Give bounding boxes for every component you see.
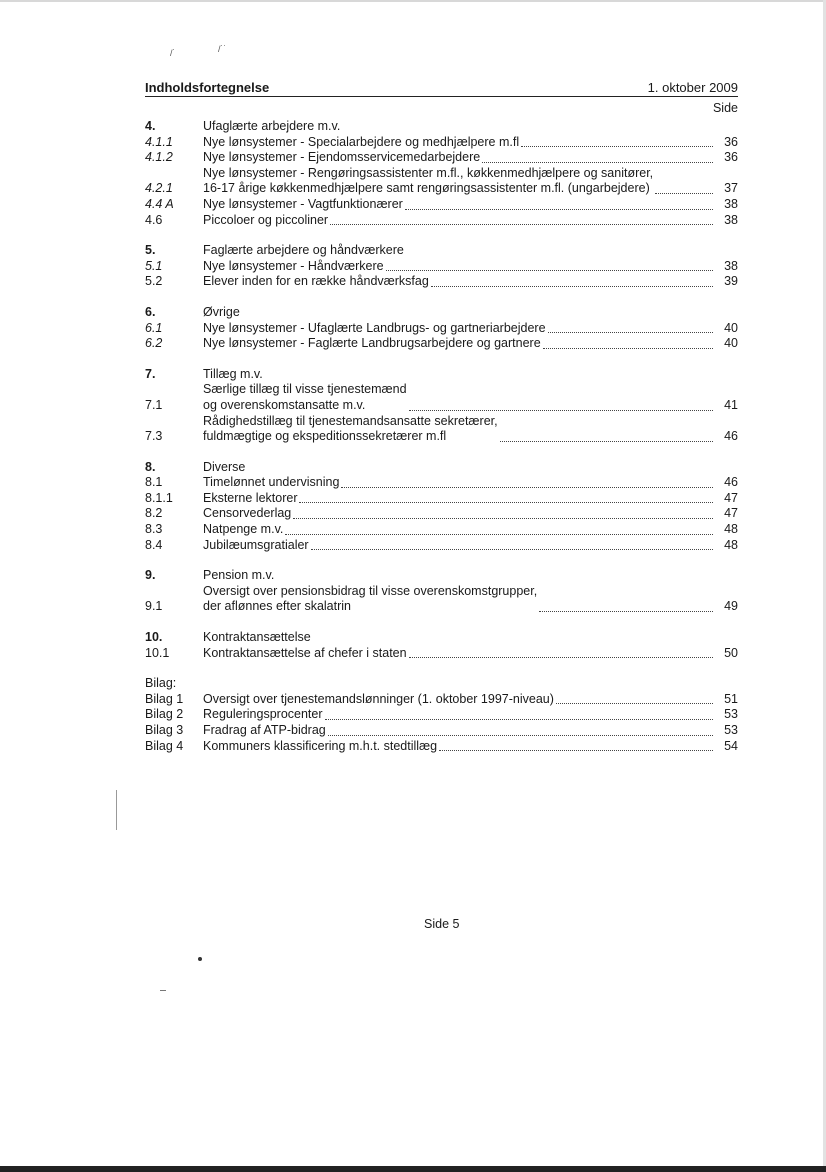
toc-entry[interactable] [145,243,738,259]
toc-entry-body [203,568,716,584]
toc-page-number: 36 [724,150,738,165]
toc-entry-body [203,197,716,213]
toc-entry[interactable] [145,382,738,413]
toc-entry-body [203,522,716,538]
toc-entry[interactable] [145,197,738,213]
toc-leader-dots [482,162,713,163]
toc-entry[interactable] [145,522,738,538]
toc-leader-dots [521,146,713,147]
page-footer: Side 5 [424,917,460,931]
toc-entry-number: 4.1.2 [145,150,173,165]
toc-entry-title: Jubilæumsgratialer [203,537,309,552]
toc-leader-dots [431,286,713,287]
toc-entry-title: Censorvederlag [203,506,292,521]
toc-entry[interactable] [145,305,738,321]
toc-entry[interactable] [145,414,738,445]
toc-entry-body [203,630,716,646]
toc-entry-body [203,475,716,491]
toc-page-number: 38 [724,212,738,227]
toc-entry-body [203,119,716,135]
toc-leader-dots [409,410,713,411]
toc-entry-body [203,506,716,522]
table-of-contents [145,119,738,769]
toc-entry[interactable] [145,367,738,383]
scan-edge-top [0,0,826,2]
toc-page-number: 48 [724,522,738,537]
toc-leader-dots [655,193,713,194]
toc-section [145,305,738,352]
side-column-label: Side [712,101,738,115]
toc-entry-body [203,723,716,739]
toc-entry[interactable] [145,460,738,476]
toc-entry-title: Kontraktansættelse af chefer i staten [203,645,407,660]
toc-entry-number: 4.6 [145,212,163,227]
toc-entry-number: 6.2 [145,336,163,351]
toc-entry-title: Oversigt over pensionsbidrag til visse overenskomstgrupper, [203,583,538,598]
toc-entry-number: 6. [145,304,156,319]
toc-entry-body [203,321,716,337]
toc-entry[interactable] [145,739,738,755]
toc-leader-dots [325,719,713,720]
toc-entry-title: Timelønnet undervisning [203,475,340,490]
toc-entry[interactable] [145,491,738,507]
toc-entry-body [203,259,716,275]
toc-entry-number: 7.1 [145,397,163,412]
toc-leader-dots [330,224,713,225]
toc-page-number: 47 [724,490,738,505]
toc-entry-title: Nye lønsystemer - Rengøringsassistenter m.fl., køkkenmedhjælpere og sanitører, [203,165,654,180]
toc-leader-dots [539,611,713,612]
toc-entry-body [203,305,716,321]
toc-entry-number: 6.1 [145,320,163,335]
page-header [145,80,738,97]
toc-leader-dots [299,502,713,503]
toc-entry-body [203,692,716,708]
toc-entry-title: Nye lønsystemer - Vagtfunktionærer [203,196,403,211]
toc-entry-body [203,382,716,413]
toc-section [145,243,738,290]
toc-entry-number: 8. [145,459,156,474]
toc-entry-title: Særlige tillæg til visse tjenestemænd [203,382,407,397]
toc-entry-title: Tillæg m.v. [203,366,263,381]
scan-mark [116,790,117,830]
toc-entry-title: Elever inden for en række håndværksfag [203,274,429,289]
toc-entry[interactable] [145,506,738,522]
toc-entry-number: 8.3 [145,522,163,537]
toc-entry-title: Oversigt over tjenestemandslønninger (1. oktober 1997-niveau) [203,691,554,706]
toc-entry-number: 8.1.1 [145,490,173,505]
toc-entry-number: 4.2.1 [145,181,173,196]
toc-entry-number: Bilag 3 [145,723,184,737]
toc-leader-dots [500,441,713,442]
toc-entry-body [203,584,716,615]
toc-entry-title: Natpenge m.v. [203,522,284,537]
toc-entry-number: 8.2 [145,506,163,521]
toc-entry-body [203,274,716,290]
toc-entry-title: Øvrige [203,304,240,319]
toc-leader-dots [311,549,713,550]
toc-entry[interactable] [145,646,738,662]
toc-entry[interactable] [145,630,738,646]
toc-page-number: 50 [724,645,738,660]
toc-page-number: 51 [724,691,738,706]
toc-entry-body [203,166,716,197]
toc-entry-title: 16-17 årige køkkenmedhjælpere samt rengøringsassistenter m.fl. (ungarbejdere) [203,181,650,196]
toc-entry-title: Fradrag af ATP-bidrag [203,723,326,737]
toc-page-number: 37 [724,181,738,196]
toc-entry-title: Nye lønsystemer - Faglærte Landbrugsarbejdere og gartnere [203,336,541,351]
toc-entry-body [203,135,716,151]
toc-entry-title: Piccoloer og piccoliner [203,212,329,227]
toc-leader-dots [543,348,713,349]
toc-entry-title: Eksterne lektorer [203,490,298,505]
toc-entry-body [203,538,716,554]
toc-entry-number: 9.1 [145,599,163,614]
toc-leader-dots [439,750,713,751]
scan-speck: /˙˙ [218,44,227,54]
toc-entry[interactable] [145,692,738,708]
toc-page-number: 53 [724,723,738,737]
toc-entry[interactable] [145,166,738,197]
toc-page-number: 53 [724,707,738,722]
toc-entry-title: Kommuners klassificering m.h.t. stedtillæg [203,738,438,753]
toc-entry[interactable] [145,336,738,352]
toc-entry[interactable] [145,213,738,229]
toc-entry-title: Kontraktansættelse [203,630,311,645]
toc-entry-number: Bilag 2 [145,707,184,722]
toc-section [145,367,738,445]
toc-page-number: 41 [724,397,738,412]
toc-entry-title: Faglærte arbejdere og håndværkere [203,243,404,258]
toc-section [145,568,738,615]
toc-entry-number: 9. [145,568,156,583]
toc-entry-number: 5. [145,243,156,258]
toc-entry-title: fuldmægtige og ekspeditionssekretærer m.fl [203,429,447,444]
scan-dot [198,957,202,961]
toc-leader-dots [386,270,713,271]
toc-entry-number: 7.3 [145,429,163,444]
toc-entry-number: 4.4 A [145,196,174,211]
toc-entry-number: 4. [145,119,156,133]
toc-entry-title: Pension m.v. [203,568,275,583]
toc-entry-number: 8.1 [145,475,163,490]
toc-page-number: 46 [724,475,738,490]
toc-leader-dots [556,703,713,704]
toc-entry-body [203,243,716,259]
toc-entry-number: 10. [145,630,163,645]
toc-entry-body [203,150,716,166]
toc-page-number: 49 [724,599,738,614]
toc-entry-number: Bilag 4 [145,738,184,753]
toc-leader-dots [293,518,713,519]
toc-entry-body [203,336,716,352]
toc-entry-title: Ufaglærte arbejdere m.v. [203,119,341,133]
toc-entry-number: 4.1.1 [145,134,173,149]
toc-entry[interactable] [145,538,738,554]
toc-entry-number: Bilag: [145,676,177,691]
toc-page-number: 47 [724,506,738,521]
page-title: Indholdsfortegnelse [145,80,270,95]
toc-section [145,676,738,754]
toc-entry[interactable] [145,723,738,739]
toc-page-number: 54 [724,738,738,753]
toc-entry[interactable] [145,707,738,723]
toc-entry-body [203,414,716,445]
toc-entry-title: Reguleringsprocenter [203,707,323,722]
toc-entry[interactable] [145,321,738,337]
toc-entry-title: og overenskomstansatte m.v. [203,397,366,412]
toc-leader-dots [285,534,713,535]
scan-edge-bottom [0,1166,826,1172]
toc-entry-body [203,460,716,476]
toc-page-number: 38 [724,196,738,211]
scan-dash [160,990,166,991]
toc-page-number: 46 [724,429,738,444]
toc-entry[interactable] [145,274,738,290]
toc-page-number: 40 [724,336,738,351]
toc-entry-body [203,491,716,507]
toc-page-number: 40 [724,320,738,335]
toc-entry-body [203,707,716,723]
toc-entry-title: Nye lønsystemer - Ejendomsservicemedarbejdere [203,150,481,165]
toc-entry-body [203,213,716,229]
toc-entry[interactable] [145,259,738,275]
toc-page-number: 39 [724,274,738,289]
toc-entry-title: Nye lønsystemer - Ufaglærte Landbrugs- og gartneriarbejdere [203,320,546,335]
toc-page-number: 48 [724,537,738,552]
toc-entry-title: Nye lønsystemer - Håndværkere [203,258,384,273]
toc-entry-number: Bilag 1 [145,691,184,706]
toc-page-number: 38 [724,258,738,273]
toc-entry-number: 5.1 [145,258,163,273]
toc-entry[interactable] [145,150,738,166]
toc-leader-dots [405,209,713,210]
toc-leader-dots [328,735,713,736]
toc-entry[interactable] [145,584,738,615]
toc-page-number: 36 [724,134,738,149]
toc-entry[interactable] [145,676,738,692]
toc-leader-dots [341,487,713,488]
toc-entry-title: Rådighedstillæg til tjenestemandsansatte sekretærer, [203,413,498,428]
toc-entry[interactable] [145,568,738,584]
toc-entry-title: Nye lønsystemer - Specialarbejdere og medhjælpere m.fl [203,134,520,149]
toc-section [145,460,738,554]
toc-entry-title: Diverse [203,459,246,474]
toc-entry-number: 8.4 [145,537,163,552]
toc-entry-body [203,739,716,755]
toc-entry-number: 5.2 [145,274,163,289]
toc-entry-title: der aflønnes efter skalatrin [203,599,351,614]
header-date: 1. oktober 2009 [647,80,738,95]
toc-leader-dots [548,332,713,333]
toc-entry-body [203,367,716,383]
toc-entry[interactable] [145,475,738,491]
toc-section [145,119,738,228]
toc-entry[interactable] [145,119,738,135]
toc-entry-number: 7. [145,366,156,381]
toc-section [145,630,738,661]
toc-leader-dots [409,657,713,658]
toc-entry[interactable] [145,135,738,151]
scan-speck: /˙ [170,48,176,58]
toc-entry-number: 10.1 [145,645,170,660]
toc-entry-body [203,646,716,662]
